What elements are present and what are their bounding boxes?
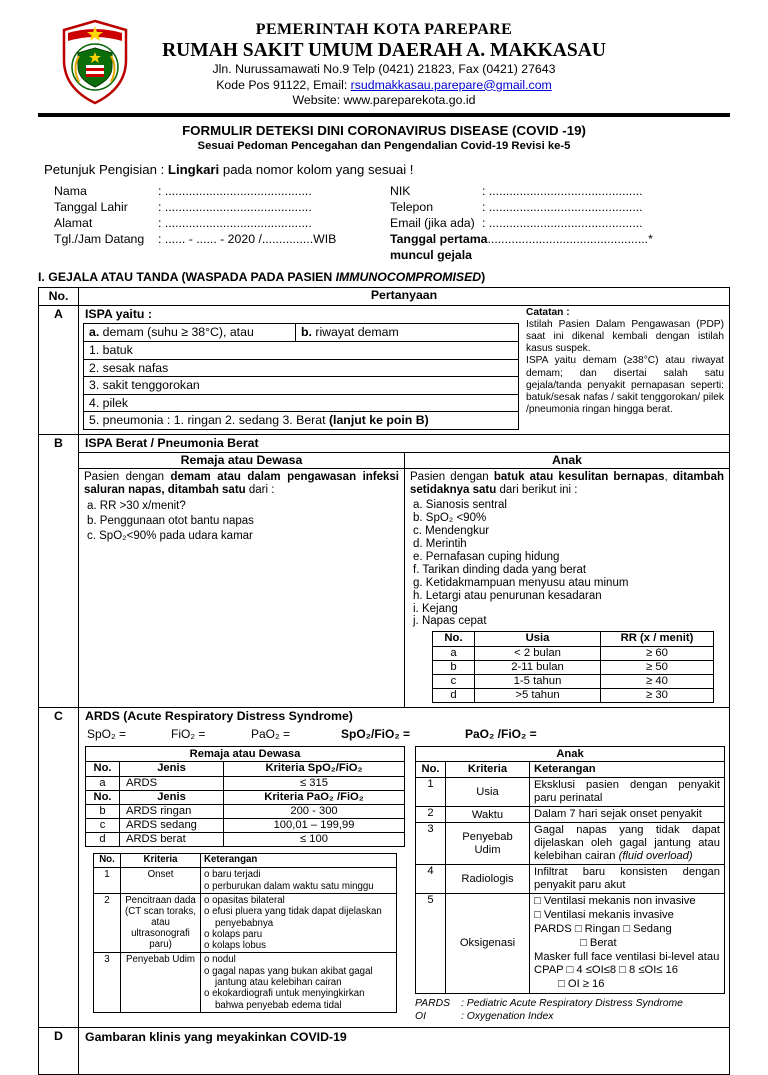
ards-measures-line: [79, 724, 729, 745]
field-label: NIK: [390, 183, 411, 198]
field-label: Nama: [54, 183, 87, 198]
table-row: [94, 952, 396, 1011]
measure-fio2: FiO₂ =: [171, 727, 206, 742]
field-value: : ...... - ...... - 2020 /...............WIB: [158, 231, 337, 246]
table-cell: [201, 953, 396, 1011]
table-title: Remaja atau Dewasa: [86, 747, 404, 762]
patient-fields-right: [390, 183, 730, 263]
table-row: [86, 804, 404, 818]
measure-pao2: PaO₂ =: [251, 727, 291, 742]
anak-intro: [410, 471, 724, 498]
bullet-text: kolaps paru: [212, 928, 263, 940]
heading-text: I. GEJALA ATAU TANDA (WASPADA PADA PASIEN: [38, 269, 336, 284]
table-cell: c: [86, 819, 120, 832]
table-cell: b: [86, 805, 120, 818]
bullet-marker: o: [204, 928, 213, 940]
table-cell: Waktu: [446, 807, 530, 822]
table-cell: ARDS: [120, 777, 224, 790]
table-cell: ≤ 315: [300, 777, 328, 790]
table-cell: ARDS berat: [120, 833, 224, 846]
table-cell: No.: [433, 632, 475, 646]
table-cell: Radiologis: [446, 865, 530, 893]
list-item: b. SpO₂ <90%: [413, 512, 487, 525]
table-cell: Dalam 7 hari sejak onset penyakit: [534, 808, 702, 821]
email-link[interactable]: rsudmakkasau.parepare@gmail.com: [350, 77, 552, 92]
field-row-telepon: [390, 199, 730, 215]
table-row: [433, 674, 713, 688]
instructions-suffix: pada nomor kolom yang sesuai !: [219, 161, 414, 177]
bullet-marker: o: [204, 988, 213, 1000]
bullet-item: [204, 869, 393, 880]
bullet-text: baru terjadi: [212, 869, 261, 881]
instructions-prefix: Petunjuk Pengisian :: [44, 161, 168, 177]
table-cell: >5 tahun: [475, 689, 601, 702]
intro-text: dari berikut ini :: [496, 483, 578, 496]
list-item: f. Tarikan dinding dada yang berat: [413, 563, 587, 576]
bullet-text: ekokardiografi untuk menyingkirkan bahwa penyebab edema tidal: [212, 988, 365, 1011]
symptoms-table: [38, 287, 730, 1075]
list-item: a. Sianosis sentral: [413, 499, 507, 512]
bullet-text: opasitas bilateral: [212, 894, 285, 906]
checkbox-line: □ OI ≥ 16: [558, 978, 605, 991]
ispa-item: 1. batuk: [84, 341, 518, 359]
field-value: ...............................................*: [487, 231, 653, 246]
bullet-marker: o: [204, 965, 213, 977]
row-c-body: [79, 708, 729, 1027]
anak-cell: [405, 469, 729, 708]
field-row-email: [390, 215, 730, 231]
intro-text: ,: [664, 470, 673, 483]
row-b-table: [79, 452, 729, 708]
table-cell: 5: [416, 894, 446, 993]
table-cell: Keterangan: [204, 854, 258, 866]
footnote-label: OI: [415, 1010, 426, 1022]
row-b-column-headers: [79, 453, 729, 469]
parepare-city-emblem-logo: [60, 20, 130, 104]
table-cell: 200 - 300: [290, 805, 338, 818]
ards-anak-column: [415, 746, 725, 1023]
table-row-oksigenasi: [416, 893, 724, 993]
row-b-letter: B: [39, 435, 79, 708]
table-cell: ≥ 30: [646, 689, 668, 702]
list-item: c. SpO₂<90% pada udara kamar: [87, 530, 253, 543]
bullet-item: [204, 906, 393, 929]
row-d: [39, 1027, 729, 1074]
cell-italic: (fluid overload): [618, 850, 693, 863]
bullet-marker: o: [204, 894, 213, 906]
table-title: Anak: [416, 747, 724, 762]
col-header-dewasa: Remaja atau Dewasa: [79, 453, 405, 468]
table-cell: Kriteria PaO₂ /FiO₂: [264, 791, 364, 804]
table-row: [416, 777, 724, 806]
bullet-marker: o: [204, 954, 213, 966]
bullet-text: nodul: [212, 954, 236, 966]
bullet-item: [204, 895, 393, 906]
field-label: Tgl./Jam Datang: [54, 231, 145, 246]
field-label: Tanggal pertama: [390, 231, 488, 246]
table-row: [433, 646, 713, 660]
heading-italic: IMMUNOCOMPROMISED: [335, 269, 482, 284]
field-label: Tanggal Lahir: [54, 199, 128, 214]
item-text: riwayat demam: [311, 324, 399, 339]
table-cell: ≤ 100: [300, 833, 328, 846]
field-row-first-symptom: [390, 231, 730, 247]
intro-text: Pasien dengan: [84, 470, 171, 483]
intro-bold: ditambah setidaknya satu: [410, 470, 725, 496]
table-row: [86, 776, 404, 790]
list-item: b. Penggunaan otot bantu napas: [87, 515, 254, 528]
letterhead: [38, 20, 730, 109]
row-b: [39, 434, 729, 708]
filling-instructions: [44, 162, 730, 178]
row-b-title: ISPA Berat / Pneumonia Berat: [85, 435, 259, 450]
ispa-item: 2. sesak nafas: [84, 359, 518, 377]
field-value: : ...........................................: [158, 183, 312, 198]
form-subtitle: Sesuai Pedoman Pencegahan dan Pengendalian Covid-19 Revisi ke-5: [197, 139, 571, 152]
table-cell: Penyebab Udim: [121, 953, 201, 1011]
table-cell: Penyebab Udim: [446, 823, 530, 864]
measure-spo2: SpO₂ =: [87, 727, 127, 742]
ards-dewasa-column: [85, 746, 405, 1013]
table-cell: Infiltrat baru konsisten dengan penyakit paru akut: [534, 866, 720, 892]
bullet-item: [204, 988, 393, 1011]
table-row: [86, 832, 404, 846]
table-header-row: [94, 854, 396, 867]
field-value: : .............................................: [482, 199, 643, 214]
table-cell: 4: [416, 865, 446, 893]
table-cell: 1: [416, 778, 446, 806]
row-a-body: [79, 306, 729, 434]
field-label-first-symptom-line2: muncul gejala: [390, 247, 473, 262]
bullet-text: gagal napas yang bukan akibat gagal jantung atau kelebihan cairan: [212, 965, 373, 989]
field-label: Alamat: [54, 215, 93, 230]
table-cell: [530, 894, 724, 993]
field-row-tanggal-lahir: [54, 199, 390, 215]
hospital-website-line: [38, 93, 730, 109]
ispa-items-box: [83, 323, 519, 430]
measure-spo2-fio2: SpO₂/FiO₂ =: [341, 727, 411, 742]
ispa-item: 3. sakit tenggorokan: [84, 376, 518, 394]
list-item: h. Letargi atau penurunan kesadaran: [413, 589, 602, 602]
table-row: [416, 822, 724, 864]
table-cell: ≥ 40: [646, 675, 668, 688]
heading-close: ): [481, 269, 486, 284]
list-item: a. RR >30 x/menit?: [87, 500, 186, 513]
bullet-marker: o: [204, 880, 213, 892]
bullet-item: [204, 954, 393, 965]
list-item: j. Napas cepat: [413, 615, 487, 628]
field-value: : .............................................: [482, 215, 643, 230]
footnote-text: : Pediatric Acute Respiratory Distress Syndrome: [461, 997, 683, 1009]
catatan-paragraph: ISPA yaitu demam (≥38°C) atau riwayat demam; dan disertai salah satu gejala/tanda penyakit pernapasan seperti: batuk/sesak nafas / sakit tenggorokan/ pilek /pneumonia ringan hingga berat.: [526, 355, 724, 416]
patient-fields: [38, 183, 730, 263]
table-cell: ≥ 60: [646, 647, 668, 660]
table-cell: b: [433, 661, 475, 674]
table-cell: [201, 868, 396, 893]
footnote-line: [415, 1010, 725, 1023]
list-item: c. Mendengkur: [413, 525, 490, 538]
table-cell: d: [433, 689, 475, 702]
ards-dewasa-table: [85, 746, 405, 847]
section-1-heading: [38, 270, 730, 285]
table-cell: Jenis: [120, 762, 224, 776]
intro-text: Pasien dengan: [410, 470, 494, 483]
dewasa-cell: [79, 469, 405, 708]
bullet-text: efusi pluera yang tidak dapat dijelaskan penyebabnya: [212, 906, 382, 929]
dewasa-intro: [84, 471, 399, 498]
table-row: [416, 864, 724, 893]
table-cell: 2-11 bulan: [475, 661, 601, 674]
government-name: PEMERINTAH KOTA PAREPARE: [255, 21, 513, 38]
email-prefix: Kode Pos 91122, Email:: [216, 77, 351, 92]
checkbox-line: □ Ventilasi mekanis invasive: [534, 909, 674, 922]
intro-bold: demam atau dalam pengawasan infeksi saluran napas, ditambah satu: [84, 470, 399, 496]
table-cell: No.: [86, 791, 120, 804]
bullet-item: [204, 940, 393, 951]
ispa-items-area: [83, 307, 519, 430]
row-d-letter: D: [39, 1028, 79, 1074]
table-header-row: [39, 288, 729, 305]
field-row-alamat: [54, 215, 390, 231]
table-cell: a: [433, 647, 475, 660]
hospital-email-line: [38, 78, 730, 94]
table-cell: Pencitraan dada (CT scan toraks, atau ultrasonografi paru): [121, 894, 201, 952]
bullet-marker: o: [204, 906, 213, 918]
field-row-nama: [54, 183, 390, 199]
list-item: e. Pernafasan cuping hidung: [413, 550, 560, 563]
header-divider: [38, 113, 730, 117]
table-header-row: [86, 790, 404, 804]
table-header-row: [86, 762, 404, 776]
table-cell: RR (x / menit): [620, 632, 694, 645]
ispa-item-pneumonia: [84, 411, 518, 429]
checkbox-line: □ Ventilasi mekanis non invasive: [534, 895, 696, 908]
table-cell: c: [433, 675, 475, 688]
ards-anak-table: [415, 746, 725, 994]
field-value: : .............................................: [482, 183, 643, 198]
footnote-label: PARDS: [415, 997, 451, 1009]
website-prefix: Website:: [292, 93, 344, 107]
intro-bold: batuk atau kesulitan bernapas: [493, 470, 665, 483]
intro-text: dari :: [245, 483, 275, 496]
ispa-title: ISPA yaitu :: [85, 306, 152, 321]
table-cell: [530, 823, 724, 864]
table-cell: No.: [86, 762, 120, 776]
table-cell: No.: [416, 762, 446, 777]
table-cell: 2: [416, 807, 446, 822]
item-letter: a.: [89, 324, 100, 339]
catatan-title: Catatan :: [526, 306, 570, 318]
abbreviation-footnote: [415, 997, 725, 1023]
table-row: [433, 688, 713, 702]
row-a: [39, 305, 729, 434]
table-cell: Kriteria: [121, 854, 201, 867]
form-title: FORMULIR DETEKSI DINI CORONAVIRUS DISEASE (COVID -19): [182, 122, 586, 138]
bullet-item: [204, 881, 393, 892]
table-row: [94, 867, 396, 893]
ispa-fever-b: [296, 324, 518, 342]
bullet-item: [204, 966, 393, 989]
col-header-anak: Anak: [551, 452, 583, 467]
table-cell: 2: [94, 894, 121, 952]
patient-fields-left: [38, 183, 390, 263]
row-b-body: [79, 435, 729, 708]
col-header-pertanyaan: Pertanyaan: [370, 287, 438, 302]
table-row: [86, 818, 404, 832]
field-label: Telepon: [390, 199, 434, 214]
instructions-bold: Lingkari: [167, 161, 220, 177]
table-cell: Onset: [121, 868, 201, 893]
row-c-title: ARDS (Acute Respiratory Distress Syndrome): [85, 709, 353, 724]
table-row: [416, 806, 724, 822]
hospital-address: Jln. Nurussamawati No.9 Telp (0421) 21823, Fax (0421) 27643: [212, 62, 556, 76]
list-item: i. Kejang: [413, 602, 458, 615]
field-row-tgl-jam-datang: [54, 231, 390, 247]
row-a-letter: A: [39, 306, 79, 434]
letterhead-text: [38, 20, 730, 109]
catatan-note: [519, 307, 725, 430]
table-header-row: [416, 762, 724, 777]
table-cell: 3: [94, 953, 121, 1011]
row-c-letter: C: [39, 708, 79, 1027]
table-cell: Usia: [475, 632, 601, 646]
footnote-text: : Oxygenation Index: [461, 1010, 554, 1022]
table-cell: Eksklusi pasien dengan penyakit paru perinatal: [534, 779, 720, 805]
table-header-row: [433, 632, 713, 646]
footnote-line: [415, 997, 725, 1010]
bullet-item: [204, 929, 393, 940]
col-header-no: No.: [39, 288, 79, 305]
anak-list: [410, 499, 724, 628]
table-cell: Oksigenasi: [446, 894, 530, 993]
table-cell: 3: [416, 823, 446, 864]
table-row: [94, 893, 396, 952]
table-cell: 100,01 – 199,99: [273, 819, 355, 832]
row-c: [39, 707, 729, 1027]
row-b-content: [79, 469, 729, 708]
bullet-text: perburukan dalam waktu satu minggu: [212, 880, 374, 892]
field-value: : ...........................................: [158, 199, 312, 214]
checkbox-line: □ Berat: [580, 936, 617, 949]
table-cell: ARDS ringan: [120, 805, 224, 818]
dewasa-list: [84, 499, 399, 544]
table-row: [433, 660, 713, 674]
respiratory-rate-table: [432, 631, 714, 703]
website-url: www.pareparekota.go.id: [343, 93, 476, 107]
table-cell: ≥ 50: [646, 661, 668, 674]
ispa-item: 4. pilek: [84, 394, 518, 412]
hospital-name: RUMAH SAKIT UMUM DAERAH A. MAKKASAU: [162, 40, 606, 61]
catatan-paragraph: Istilah Pasien Dalam Pengawasan (PDP) saat ini dikenal kembali dengan istilah kasus suspek.: [526, 318, 724, 355]
item-bold: (lanjut ke poin B): [328, 413, 429, 427]
table-cell: d: [86, 833, 120, 846]
list-item: g. Ketidakmampuan menyusu atau minum: [413, 576, 629, 589]
bullet-marker: o: [204, 869, 213, 881]
table-cell: No.: [94, 854, 121, 867]
table-cell: Kriteria SpO₂/FiO₂: [265, 762, 363, 775]
item-text: demam (suhu ≥ 38°C), atau: [99, 324, 254, 339]
table-cell: [201, 894, 396, 952]
table-cell: Keterangan: [534, 763, 596, 776]
table-cell: Kriteria: [446, 762, 530, 777]
table-cell: ARDS sedang: [120, 819, 224, 832]
field-label: Email (jika ada): [390, 215, 475, 230]
bullet-marker: o: [204, 940, 213, 952]
table-cell: 1-5 tahun: [475, 675, 601, 688]
table-cell: 1: [94, 868, 121, 893]
item-text: 5. pneumonia : 1. ringan 2. sedang 3. Berat: [89, 413, 329, 427]
ispa-fever-row: [84, 324, 518, 342]
table-cell: Usia: [446, 778, 530, 806]
ards-columns: [79, 745, 729, 1027]
row-d-title: Gambaran klinis yang meyakinkan COVID-19: [85, 1029, 347, 1044]
ispa-fever-a: [84, 324, 296, 342]
field-value: : ...........................................: [158, 215, 312, 230]
field-row-nik: [390, 183, 730, 199]
checkbox-line: Masker full face ventilasi bi-level atau CPAP □ 4 ≤OI≤8 □ 8 ≤OI≤ 16: [534, 950, 720, 977]
table-cell: Jenis: [120, 791, 224, 804]
table-cell: < 2 bulan: [475, 647, 601, 660]
bullet-text: kolaps lobus: [212, 940, 266, 952]
checkbox-line: PARDS □ Ringan □ Sedang: [534, 922, 672, 935]
ards-criteria-table: [93, 853, 397, 1013]
list-item: d. Merintih: [413, 538, 467, 551]
item-letter: b.: [301, 324, 312, 339]
cell-text: Gagal napas yang tidak dapat dijelaskan oleh gagal jantung atau kelebihan cairan: [534, 824, 720, 863]
table-cell: a: [86, 777, 120, 790]
measure-pao2-fio2: PaO₂ /FiO₂ =: [465, 727, 537, 742]
